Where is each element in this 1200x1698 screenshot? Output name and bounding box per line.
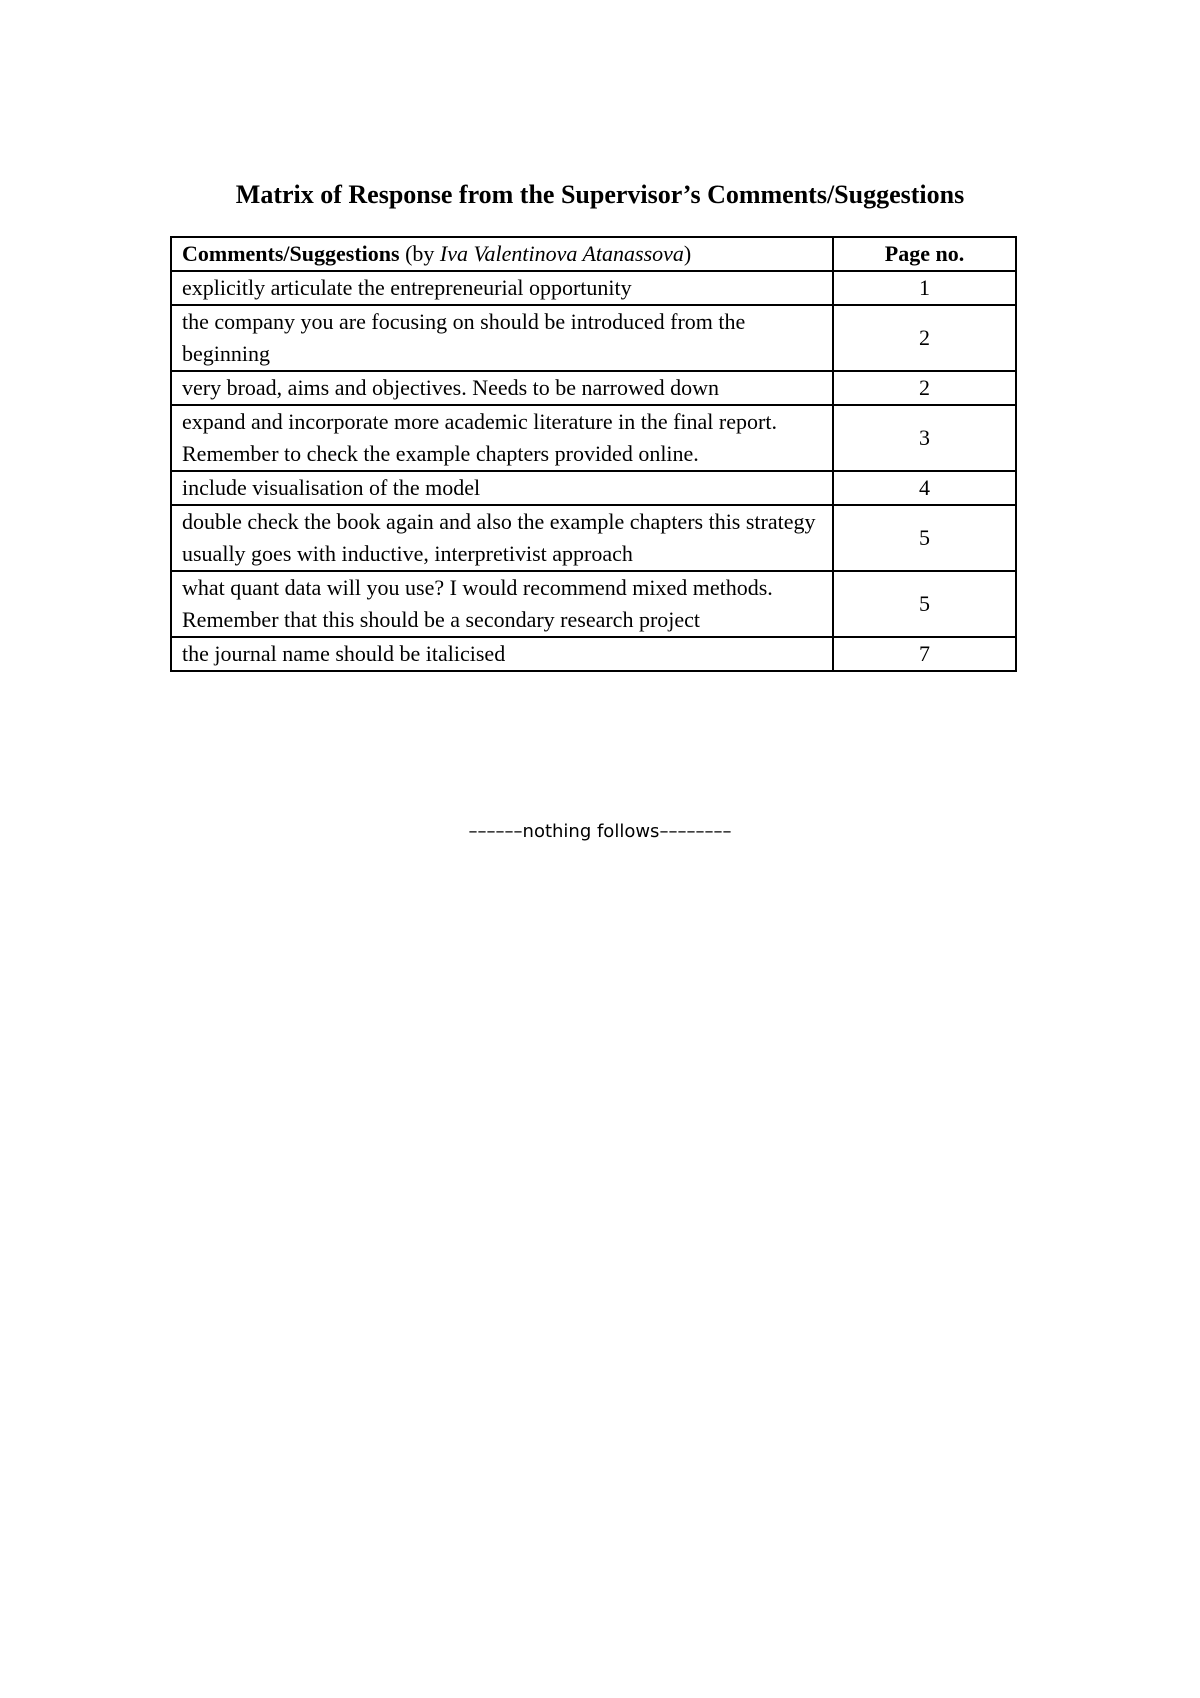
page-no-cell: 2: [833, 305, 1016, 371]
comment-cell: very broad, aims and objectives. Needs to be narrowed down: [171, 371, 833, 405]
table-row: [171, 405, 1016, 471]
table-row: [171, 371, 1016, 405]
nothing-follows-note: ––––––nothing follows––––––––: [468, 821, 732, 842]
table-row: [171, 571, 1016, 637]
page-no-cell: 1: [833, 271, 1016, 305]
page-title: Matrix of Response from the Supervisor’s Comments/Suggestions: [235, 180, 965, 209]
page-no-cell: 3: [833, 405, 1016, 471]
page-no-cell: 5: [833, 505, 1016, 571]
table-row: [171, 305, 1016, 371]
page-no-cell: 2: [833, 371, 1016, 405]
table-row: [171, 637, 1016, 671]
comment-cell: expand and incorporate more academic literature in the final report. Remember to check the example chapters provided online.: [171, 405, 833, 471]
comment-cell: the journal name should be italicised: [171, 637, 833, 671]
page-no-column-header: Page no.: [833, 237, 1016, 271]
table-header-row: [171, 237, 1016, 271]
header-by-open: (by: [399, 241, 440, 266]
comments-header-label: Comments/Suggestions: [182, 241, 400, 266]
comment-cell: what quant data will you use? I would recommend mixed methods. Remember that this should be a secondary research project: [171, 571, 833, 637]
table-row: [171, 471, 1016, 505]
comment-cell: include visualisation of the model: [171, 471, 833, 505]
page-no-cell: 5: [833, 571, 1016, 637]
comment-cell: the company you are focusing on should be introduced from the beginning: [171, 305, 833, 371]
comments-column-header: [171, 237, 833, 271]
comments-matrix-table: [170, 236, 1017, 672]
supervisor-name: Iva Valentinova Atanassova: [439, 241, 684, 266]
table-row: [171, 271, 1016, 305]
comment-cell: double check the book again and also the example chapters this strategy usually goes with inductive, interpretivist approach: [171, 505, 833, 571]
table-row: [171, 505, 1016, 571]
header-by-close: ): [683, 241, 692, 266]
page-no-cell: 7: [833, 637, 1016, 671]
page-no-cell: 4: [833, 471, 1016, 505]
comment-cell: explicitly articulate the entrepreneurial opportunity: [171, 271, 833, 305]
